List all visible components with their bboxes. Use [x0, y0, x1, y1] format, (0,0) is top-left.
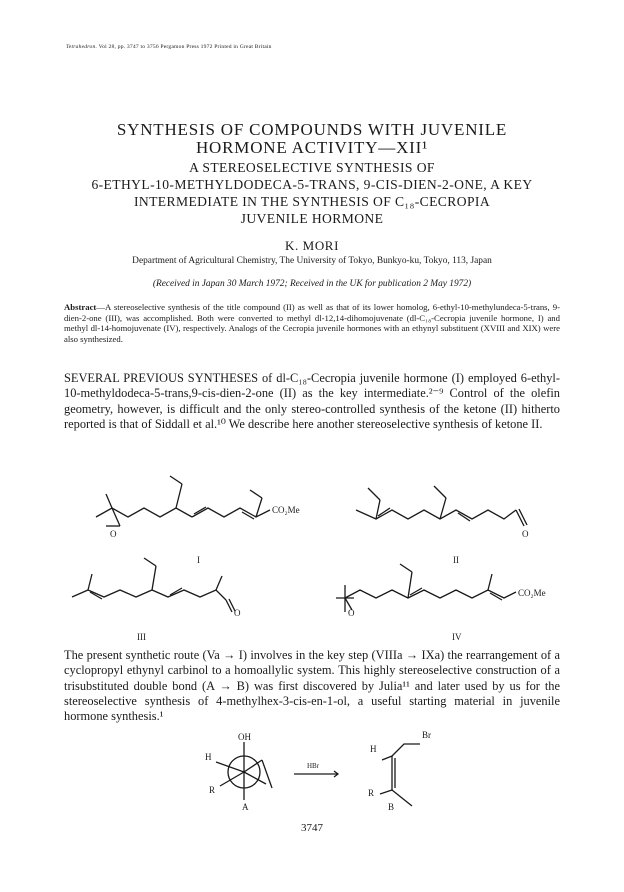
structure-B — [368, 730, 431, 812]
structure-B-h: H — [370, 744, 377, 754]
structure-III-label: III — [137, 632, 146, 642]
reagent-hbr: HBr — [307, 762, 320, 770]
received-dates: (Received in Japan 30 March 1972; Received in the UK for publication 2 May 1972) — [152, 279, 472, 289]
reaction-arrow — [294, 762, 338, 777]
structure-II-label: II — [453, 555, 459, 565]
structure-IV-ester: CO₂Me — [518, 588, 546, 598]
affiliation: Department of Agricultural Chemistry, The University of Tokyo, Bunkyo-ku, Tokyo, 113, Japan — [132, 256, 492, 266]
structure-A-oh: OH — [238, 732, 251, 742]
journal-name: Tetrahedron. — [66, 44, 98, 50]
structure-B-r: R — [368, 788, 375, 798]
author: K. MORI — [284, 238, 340, 253]
subtitle-line-1: A STEREOSELECTIVE SYNTHESIS OF — [189, 160, 435, 175]
structure-A-h: H — [205, 752, 212, 762]
structure-III — [72, 558, 241, 642]
structure-II — [356, 486, 529, 565]
structure-I — [96, 476, 300, 565]
title-line-2: HORMONE ACTIVITY—XII¹ — [195, 138, 428, 157]
structure-B-br: Br — [422, 730, 431, 740]
structure-IV-epoxide-o: O — [348, 608, 355, 618]
structure-A — [205, 732, 272, 812]
scheme-paragraph: The present synthetic route (Va → I) involves in the key step (VIIIa → IXa) the rearrangement of a cyclopropyl ethynyl carbinol to a homoallylic system. This highly stereoselective construction of a trisubstituted double bond (A → B) was first discovered by Julia¹¹ and later used by us for the stereoselective synthesis of 4-methylhex-3-cis-en-1-ol, a useful starting material in juvenile hormone synthesis.¹ — [64, 648, 560, 724]
structure-I-epoxide-o: O — [110, 529, 117, 539]
page-number: 3747 — [301, 822, 323, 834]
structure-IV — [336, 564, 546, 642]
structure-A-r: R — [209, 785, 216, 795]
abstract-text: —A stereoselective synthesis of the title compound (II) as well as that of its lower homolog, 6-ethyl-10-methylundeca-5-trans, 9-dien-2-one (III), was accomplished. Both were converted to methyl dl-12,14-dihomojuvenate (dl-C₁₈-Cecropia juvenile hormone, I) and methyl dl-14-homojuvenate (IV), respectively. Analogs of the Cecropia juvenile hormones with an ethynyl substituent (XVIII and XIX) were also synthesized. — [64, 302, 560, 345]
structure-II-carbonyl-o: O — [522, 529, 529, 539]
structure-IV-label: IV — [452, 632, 462, 642]
subtitle-line-4: JUVENILE HORMONE — [240, 211, 384, 226]
intro-paragraph: SEVERAL PREVIOUS SYNTHESES of dl-C₁₈-Cecropia juvenile hormone (I) employed 6-ethyl-10-methyldodeca-5-trans,9-cis-dien-2-one (II) as the key intermediate.²⁻⁹ Control of the olefin geometry, however, is difficult and the only stereo-controlled synthesis of the ketone (II) hitherto reported is that of Siddall et al.¹⁰ We describe here another stereoselective synthesis of ketone II. — [64, 371, 560, 431]
structure-III-carbonyl-o: O — [234, 608, 241, 618]
subtitle-line-2: 6-ETHYL-10-METHYLDODECA-5-TRANS, 9-CIS-DIEN-2-ONE, A KEY — [91, 177, 533, 192]
abstract-label: Abstract — [64, 302, 97, 312]
structure-B-label: B — [388, 802, 395, 812]
structure-I-label: I — [197, 555, 200, 565]
title-line-1: SYNTHESIS OF COMPOUNDS WITH JUVENILE — [116, 120, 508, 139]
journal-details: Vol 28, pp. 3747 to 3756 Pergamon Press 1972 Printed in Great Britain — [98, 44, 272, 50]
structure-I-ester: CO₂Me — [272, 505, 300, 515]
subtitle-line-3: INTERMEDIATE IN THE SYNTHESIS OF C₁₈-CECROPIA — [133, 194, 491, 209]
structure-A-label: A — [242, 802, 249, 812]
